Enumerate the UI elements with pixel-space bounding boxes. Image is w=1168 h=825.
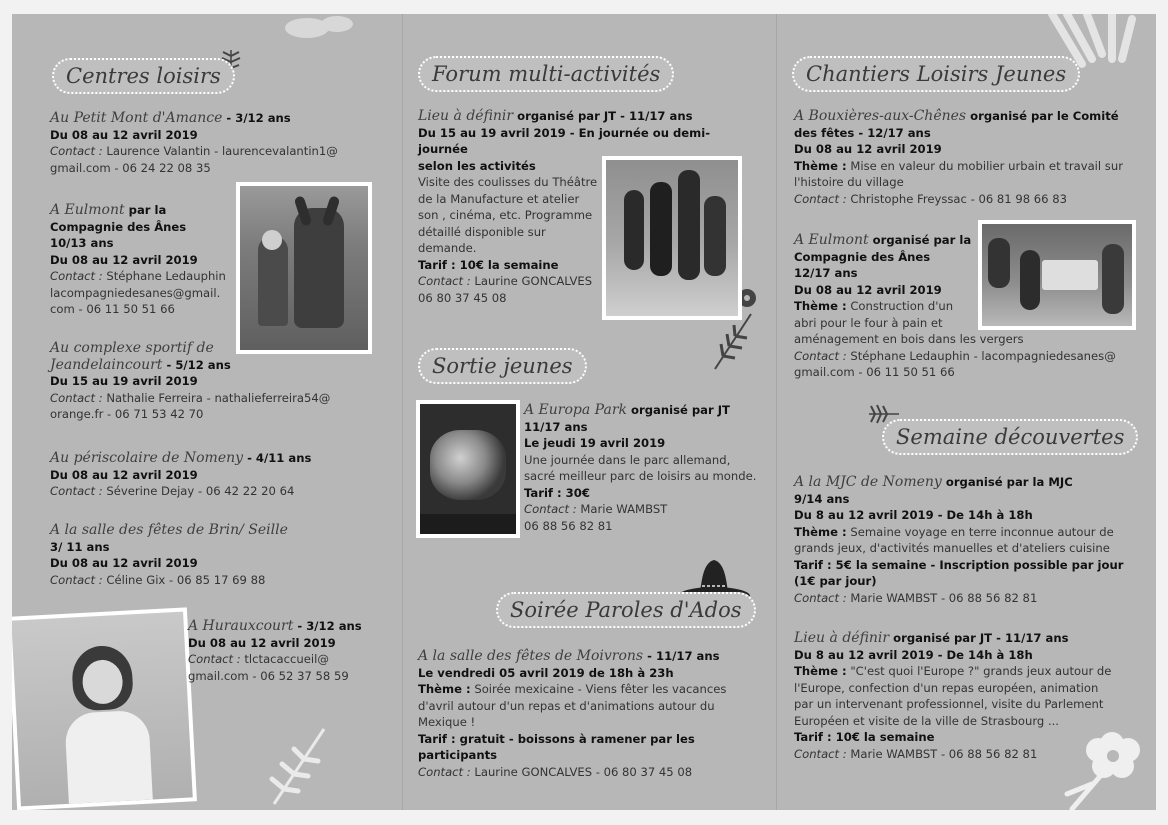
section-title-text: Soirée Paroles d'Ados <box>496 592 756 628</box>
entry-dates: Du 15 au 19 avril 2019 <box>50 374 198 388</box>
section-title-text: Chantiers Loisirs Jeunes <box>792 56 1080 92</box>
entry-tarif: Tarif : 10€ la semaine <box>794 730 935 744</box>
entry-place: Au Petit Mont d'Amance <box>50 110 223 126</box>
entry-desc: Une journée dans le parc allemand, <box>524 452 731 467</box>
contact-text: Séverine Dejay - 06 42 22 20 64 <box>102 484 295 498</box>
fold-line-left <box>402 14 403 810</box>
contact-text: Céline Gix - 06 85 17 69 88 <box>102 572 266 587</box>
contact-label: Contact : <box>794 590 847 605</box>
section-title-text: Sortie jeunes <box>418 348 587 384</box>
entry-place: Au périscolaire de Nomeny <box>50 450 244 466</box>
entry-org: Compagnie des Ânes <box>50 219 187 234</box>
entry-hurauxcourt <box>188 618 388 684</box>
entry-europe-week <box>794 630 1134 762</box>
contact-text: Stéphane Ledauphin - lacompagniedesanes@ <box>846 348 1116 363</box>
entry-age: 3/ 11 ans <box>50 539 110 554</box>
entry-org: organisé par la MJC <box>941 475 1073 489</box>
contact-text: lacompagniedesanes@gmail. <box>50 285 221 300</box>
contact-label: Contact : <box>794 191 847 206</box>
entry-age: 11/17 ans <box>524 419 588 434</box>
entry-place: A la MJC de Nomeny <box>794 474 942 490</box>
contact-text: Laurine GONCALVES - 06 80 37 45 08 <box>470 764 693 779</box>
entry-dates: Du 08 au 12 avril 2019 <box>188 635 336 650</box>
contact-label: Contact : <box>50 144 103 158</box>
photo-teens-bench <box>978 220 1136 330</box>
entry-org: organisé par la <box>868 233 972 247</box>
theme-text: par un intervenant professionnel, visite du Parlement <box>794 697 1104 711</box>
entry-dates: Du 08 au 12 avril 2019 <box>50 252 198 267</box>
contact-label: Contact : <box>188 652 241 666</box>
section-title-semaine <box>882 419 1138 455</box>
entry-place: Lieu à définir <box>794 630 890 646</box>
theme-text: Mise en valeur du mobilier urbain et travail sur <box>846 158 1123 173</box>
theme-text: Soirée mexicaine - Viens fêter les vacances <box>470 682 727 696</box>
contact-label: Contact : <box>50 484 103 498</box>
contact-label: Contact : <box>50 390 103 405</box>
entry-desc: Visite des coulisses du Théâtre <box>418 175 598 189</box>
entry-org: organisé par le Comité <box>966 109 1119 123</box>
entry-place: A Eulmont <box>50 202 125 218</box>
theme-text: "C'est quoi l'Europe ?" grands jeux autour de <box>846 664 1112 678</box>
entry-desc: détaillé disponible sur <box>418 224 546 239</box>
section-title-text: Centres loisirs <box>52 58 235 94</box>
theme-label: Thème : <box>794 524 847 539</box>
entry-age: - 3/12 ans <box>293 619 362 633</box>
contact-label: Contact : <box>50 269 103 283</box>
entry-place: Lieu à définir <box>418 108 514 124</box>
entry-dates: Le vendredi 05 avril 2019 de 18h à 23h <box>418 665 674 680</box>
contact-text: gmail.com - 06 11 50 51 66 <box>794 365 955 379</box>
entry-dates: Du 08 au 12 avril 2019 <box>50 127 198 142</box>
photo-child-donkey <box>236 182 372 354</box>
entry-dates: Du 15 au 19 avril 2019 - En journée ou demi-journée <box>418 125 711 156</box>
entry-dates: Du 08 au 12 avril 2019 <box>794 142 942 156</box>
section-title-sortie <box>418 348 587 384</box>
entry-petit-mont-amance <box>50 110 380 176</box>
contact-text: Marie WAMBST - 06 88 56 82 81 <box>846 746 1038 761</box>
theme-text: d'avril autour d'un repas et d'animations autour du <box>418 698 715 713</box>
contact-text: Christophe Freyssac - 06 81 98 66 83 <box>846 191 1067 206</box>
entry-tarif: Tarif : 10€ la semaine <box>418 257 559 272</box>
entry-eulmont-chantier-cont <box>794 331 1134 381</box>
theme-text: Mexique ! <box>418 715 476 729</box>
section-title-chantiers <box>792 56 1080 92</box>
entry-org: organisé par JT <box>627 403 730 417</box>
entry-age: - 11/17 ans <box>643 649 720 663</box>
contact-label: Contact : <box>418 764 471 779</box>
entry-age: 9/14 ans <box>794 491 850 506</box>
entry-dates: Du 08 au 12 avril 2019 <box>794 282 942 297</box>
entry-org: par la <box>124 203 167 217</box>
theme-text: l'histoire du village <box>794 175 904 189</box>
entry-place: A la salle des fêtes de Brin/ Seille <box>50 522 288 538</box>
photo-rollercoaster <box>416 400 520 538</box>
entry-desc: sacré meilleur parc de loisirs au monde. <box>524 469 757 483</box>
entry-brin-seille <box>50 522 380 588</box>
entry-dates: Du 8 au 12 avril 2019 - De 14h à 18h <box>794 647 1033 662</box>
theme-label: Thème : <box>418 682 471 696</box>
photo-group-dancing <box>602 156 742 320</box>
entry-age: 12/17 ans <box>794 266 858 280</box>
entry-tarif: Tarif : gratuit - boissons à ramener par les participants <box>418 731 695 762</box>
theme-label: Thème : <box>794 158 847 173</box>
leaf-decoration-icon <box>282 14 362 54</box>
theme-label: Thème : <box>794 664 847 678</box>
contact-text: com - 06 11 50 51 66 <box>50 302 175 316</box>
white-fern-icon <box>264 719 344 809</box>
entry-mjc-nomeny <box>794 474 1134 606</box>
entry-periscolaire-nomeny <box>50 450 380 500</box>
section-title-text: Semaine découvertes <box>882 419 1138 455</box>
contact-text: orange.fr - 06 71 53 42 70 <box>50 407 204 421</box>
contact-text: 06 80 37 45 08 <box>418 290 507 305</box>
brochure-sheet <box>12 14 1156 810</box>
entry-age: - 4/11 ans <box>243 451 312 465</box>
entry-eulmont-chantier <box>794 232 984 331</box>
entry-desc: demande. <box>418 241 477 255</box>
contact-text: 06 88 56 82 81 <box>524 518 613 533</box>
entry-tarif: Tarif : 5€ la semaine - Inscription possible par jour <box>794 557 1124 572</box>
entry-dates: selon les activités <box>418 158 536 173</box>
section-title-soiree <box>496 592 756 628</box>
theme-text: grands jeux, d'activités manuelles et d'ateliers cuisine <box>794 541 1110 555</box>
fold-line-right <box>776 14 777 810</box>
theme-text: aménagement en bois dans les vergers <box>794 332 1024 346</box>
entry-dates: Du 8 au 12 avril 2019 - De 14h à 18h <box>794 508 1033 522</box>
entry-org: organisé par JT - 11/17 ans <box>889 631 1069 645</box>
theme-label: Thème : <box>794 299 847 313</box>
contact-label: Contact : <box>524 502 577 516</box>
entry-org: des fêtes - 12/17 ans <box>794 125 931 140</box>
contact-text: gmail.com - 06 24 22 08 35 <box>50 160 211 175</box>
entry-place: A Hurauxcourt <box>188 618 294 634</box>
theme-text: abri pour le four à pain et <box>794 315 943 330</box>
contact-text: Laurine GONCALVES <box>470 274 593 288</box>
theme-text: Européen et visite de la ville de Strasbourg ... <box>794 713 1059 728</box>
entry-place: A Bouxières-aux-Chênes <box>794 108 967 124</box>
theme-text: l'Europe, confection d'un repas européen, animation <box>794 680 1099 695</box>
entry-org: Compagnie des Ânes <box>794 249 931 264</box>
entry-dates: Le jeudi 19 avril 2019 <box>524 436 666 450</box>
contact-text: Marie WAMBST - 06 88 56 82 81 <box>846 590 1038 605</box>
section-title-text: Forum multi-activités <box>418 56 674 92</box>
entry-tarif: Tarif : 30€ <box>524 485 590 500</box>
contact-text: tlctacaccueil@ <box>240 652 329 666</box>
entry-place: Jeandelaincourt <box>50 356 163 373</box>
entry-bouxieres <box>794 108 1124 207</box>
theme-text: Construction d'un <box>846 299 954 313</box>
entry-desc: son , cinéma, etc. Programme <box>418 208 593 222</box>
contact-label: Contact : <box>50 572 103 587</box>
entry-europa-park <box>524 402 774 534</box>
photo-child-painting <box>12 607 197 810</box>
entry-org: organisé par JT - 11/17 ans <box>513 109 693 123</box>
entry-eulmont <box>50 202 250 318</box>
contact-text: Laurence Valantin - laurencevalantin1@ <box>102 144 338 158</box>
entry-place: Au complexe sportif de <box>50 340 214 356</box>
entry-dates: Du 08 au 12 avril 2019 <box>50 556 198 570</box>
section-title-centres-loisirs <box>52 58 235 94</box>
contact-text: Marie WAMBST <box>576 502 668 516</box>
entry-age: - 5/12 ans <box>162 357 231 372</box>
contact-label: Contact : <box>794 746 847 761</box>
entry-place: A Eulmont <box>794 232 869 248</box>
entry-age: - 3/12 ans <box>222 111 291 125</box>
entry-jeandelaincourt <box>50 340 380 423</box>
entry-age: 10/13 ans <box>50 236 114 250</box>
entry-place: A Europa Park <box>524 402 627 418</box>
section-title-forum <box>418 56 674 92</box>
theme-text: Semaine voyage en terre inconnue autour de <box>846 524 1114 539</box>
contact-label: Contact : <box>794 348 847 363</box>
entry-desc: de la Manufacture et atelier <box>418 191 580 206</box>
contact-label: Contact : <box>418 274 471 288</box>
entry-place: A la salle des fêtes de Moivrons <box>418 648 644 664</box>
entry-soiree-moivrons <box>418 648 768 780</box>
entry-dates: Du 08 au 12 avril 2019 <box>50 467 198 482</box>
entry-tarif: (1€ par jour) <box>794 574 877 588</box>
contact-text: gmail.com - 06 52 37 58 59 <box>188 668 349 683</box>
contact-text: Stéphane Ledauphin <box>102 269 226 283</box>
contact-text: Nathalie Ferreira - nathalieferreira54@ <box>102 390 331 405</box>
